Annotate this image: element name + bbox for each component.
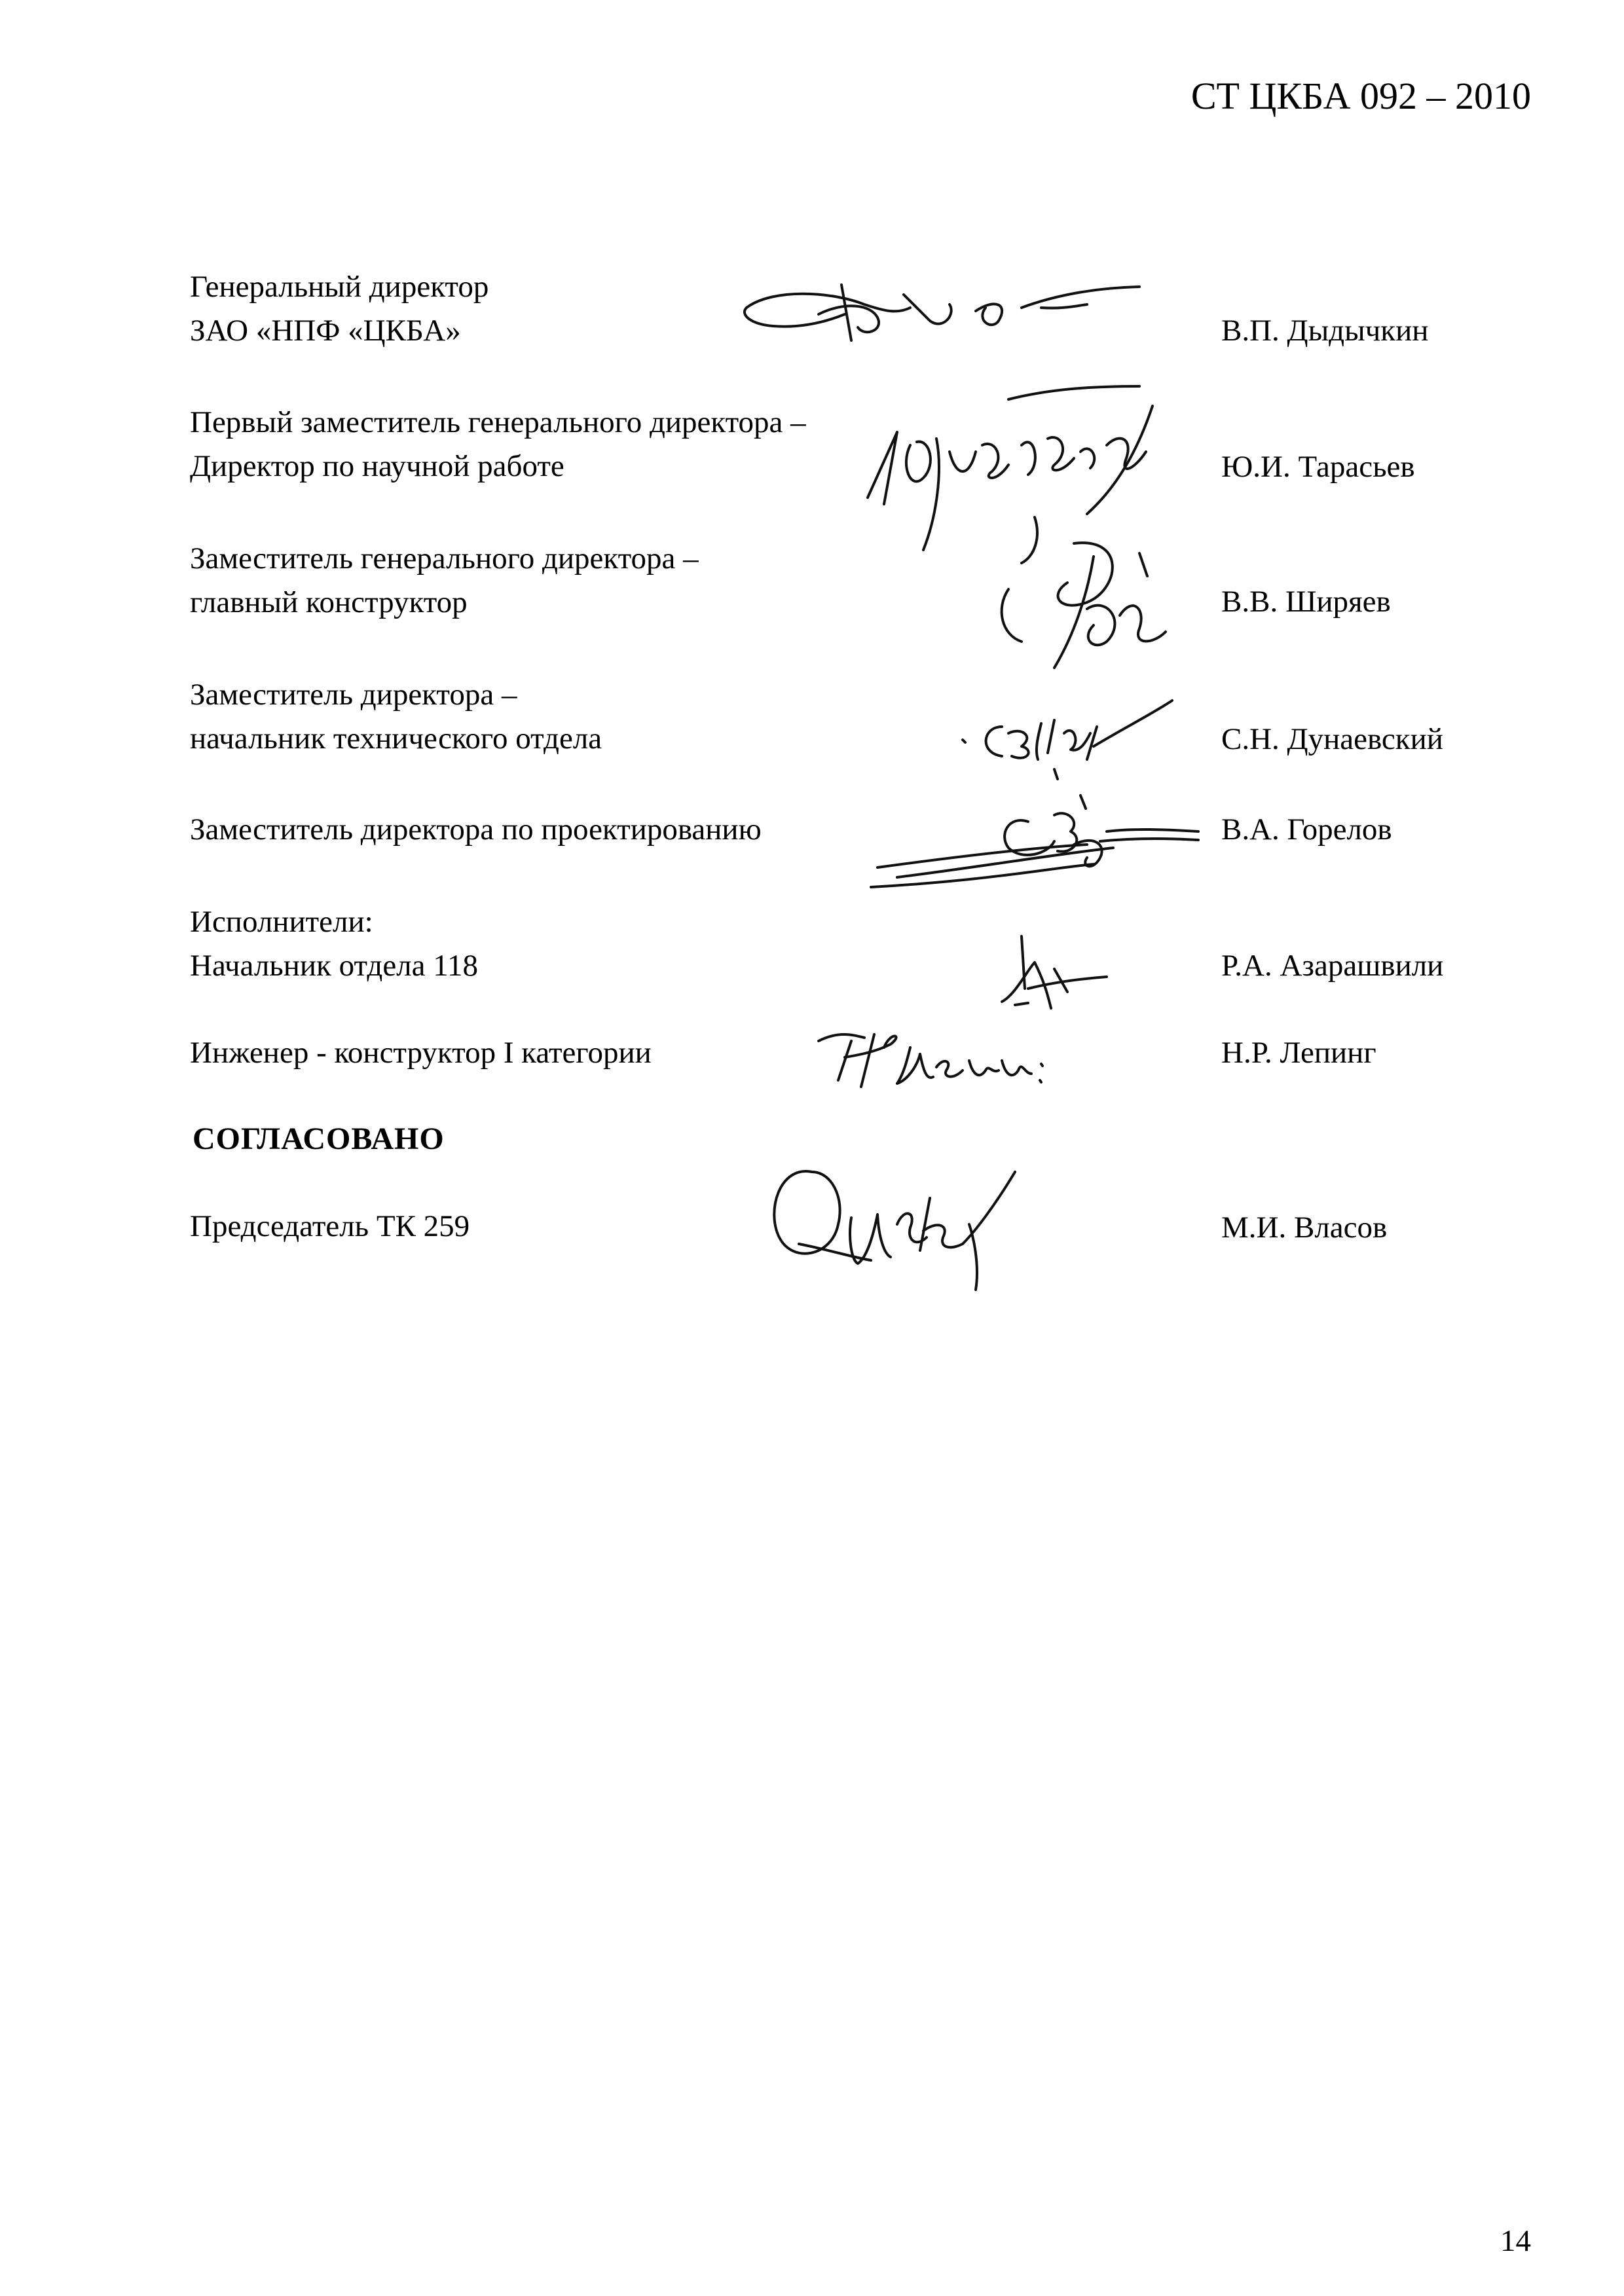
signature-azarashvili — [989, 930, 1113, 1021]
approval-name: М.И. Власов — [1221, 1211, 1388, 1245]
approval-position: Председатель ТК 259 — [190, 1209, 470, 1243]
signatory-name: Ю.И. Тарасьев — [1221, 450, 1415, 484]
signature-leping — [812, 1008, 1074, 1106]
signatory-position — [190, 808, 762, 852]
position-line: Заместитель директора по проектированию — [190, 812, 762, 847]
signatory-name: В.В. Ширяев — [1221, 585, 1391, 619]
position-line: ЗАО «НПФ «ЦКБА» — [190, 314, 461, 348]
executors-block — [190, 900, 478, 988]
position-line: Заместитель директора – — [190, 678, 517, 712]
signatory-name: В.А. Горелов — [1221, 812, 1392, 847]
position-line: Генеральный директор — [190, 270, 489, 304]
position-line: начальник технического отдела — [190, 721, 602, 756]
signatory-name: С.Н. Дунаевский — [1221, 722, 1443, 756]
executor-position: Начальник отдела 118 — [190, 949, 479, 983]
position-line: Заместитель генерального директора – — [190, 541, 699, 575]
signature-shiryaev — [982, 517, 1179, 674]
signature-dunaevsky — [956, 687, 1179, 792]
signature-gorelov — [858, 782, 1211, 894]
executor-position: Инженер - конструктор I категории — [190, 1036, 652, 1070]
signatory-name: В.П. Дыдычкин — [1221, 314, 1429, 348]
position-line: Директор по научной работе — [190, 449, 564, 483]
page-number: 14 — [1500, 2224, 1531, 2258]
signatory-position — [190, 673, 602, 761]
document-code: СТ ЦКБА 092 – 2010 — [1190, 75, 1531, 117]
executors-heading: Исполнители: — [190, 905, 373, 939]
signatory-position — [190, 265, 489, 353]
signature-vlasov — [753, 1146, 1028, 1296]
signature-dydychkin — [733, 268, 1179, 367]
executor-name: Н.Р. Лепинг — [1221, 1036, 1376, 1070]
position-line: Первый заместитель генерального директора – — [190, 405, 806, 439]
executor-name: Р.А. Азарашвили — [1221, 949, 1444, 983]
signatory-position — [190, 537, 699, 625]
position-line: главный конструктор — [190, 585, 468, 619]
signatory-position — [190, 401, 806, 488]
approval-heading: СОГЛАСОВАНО — [193, 1121, 445, 1156]
